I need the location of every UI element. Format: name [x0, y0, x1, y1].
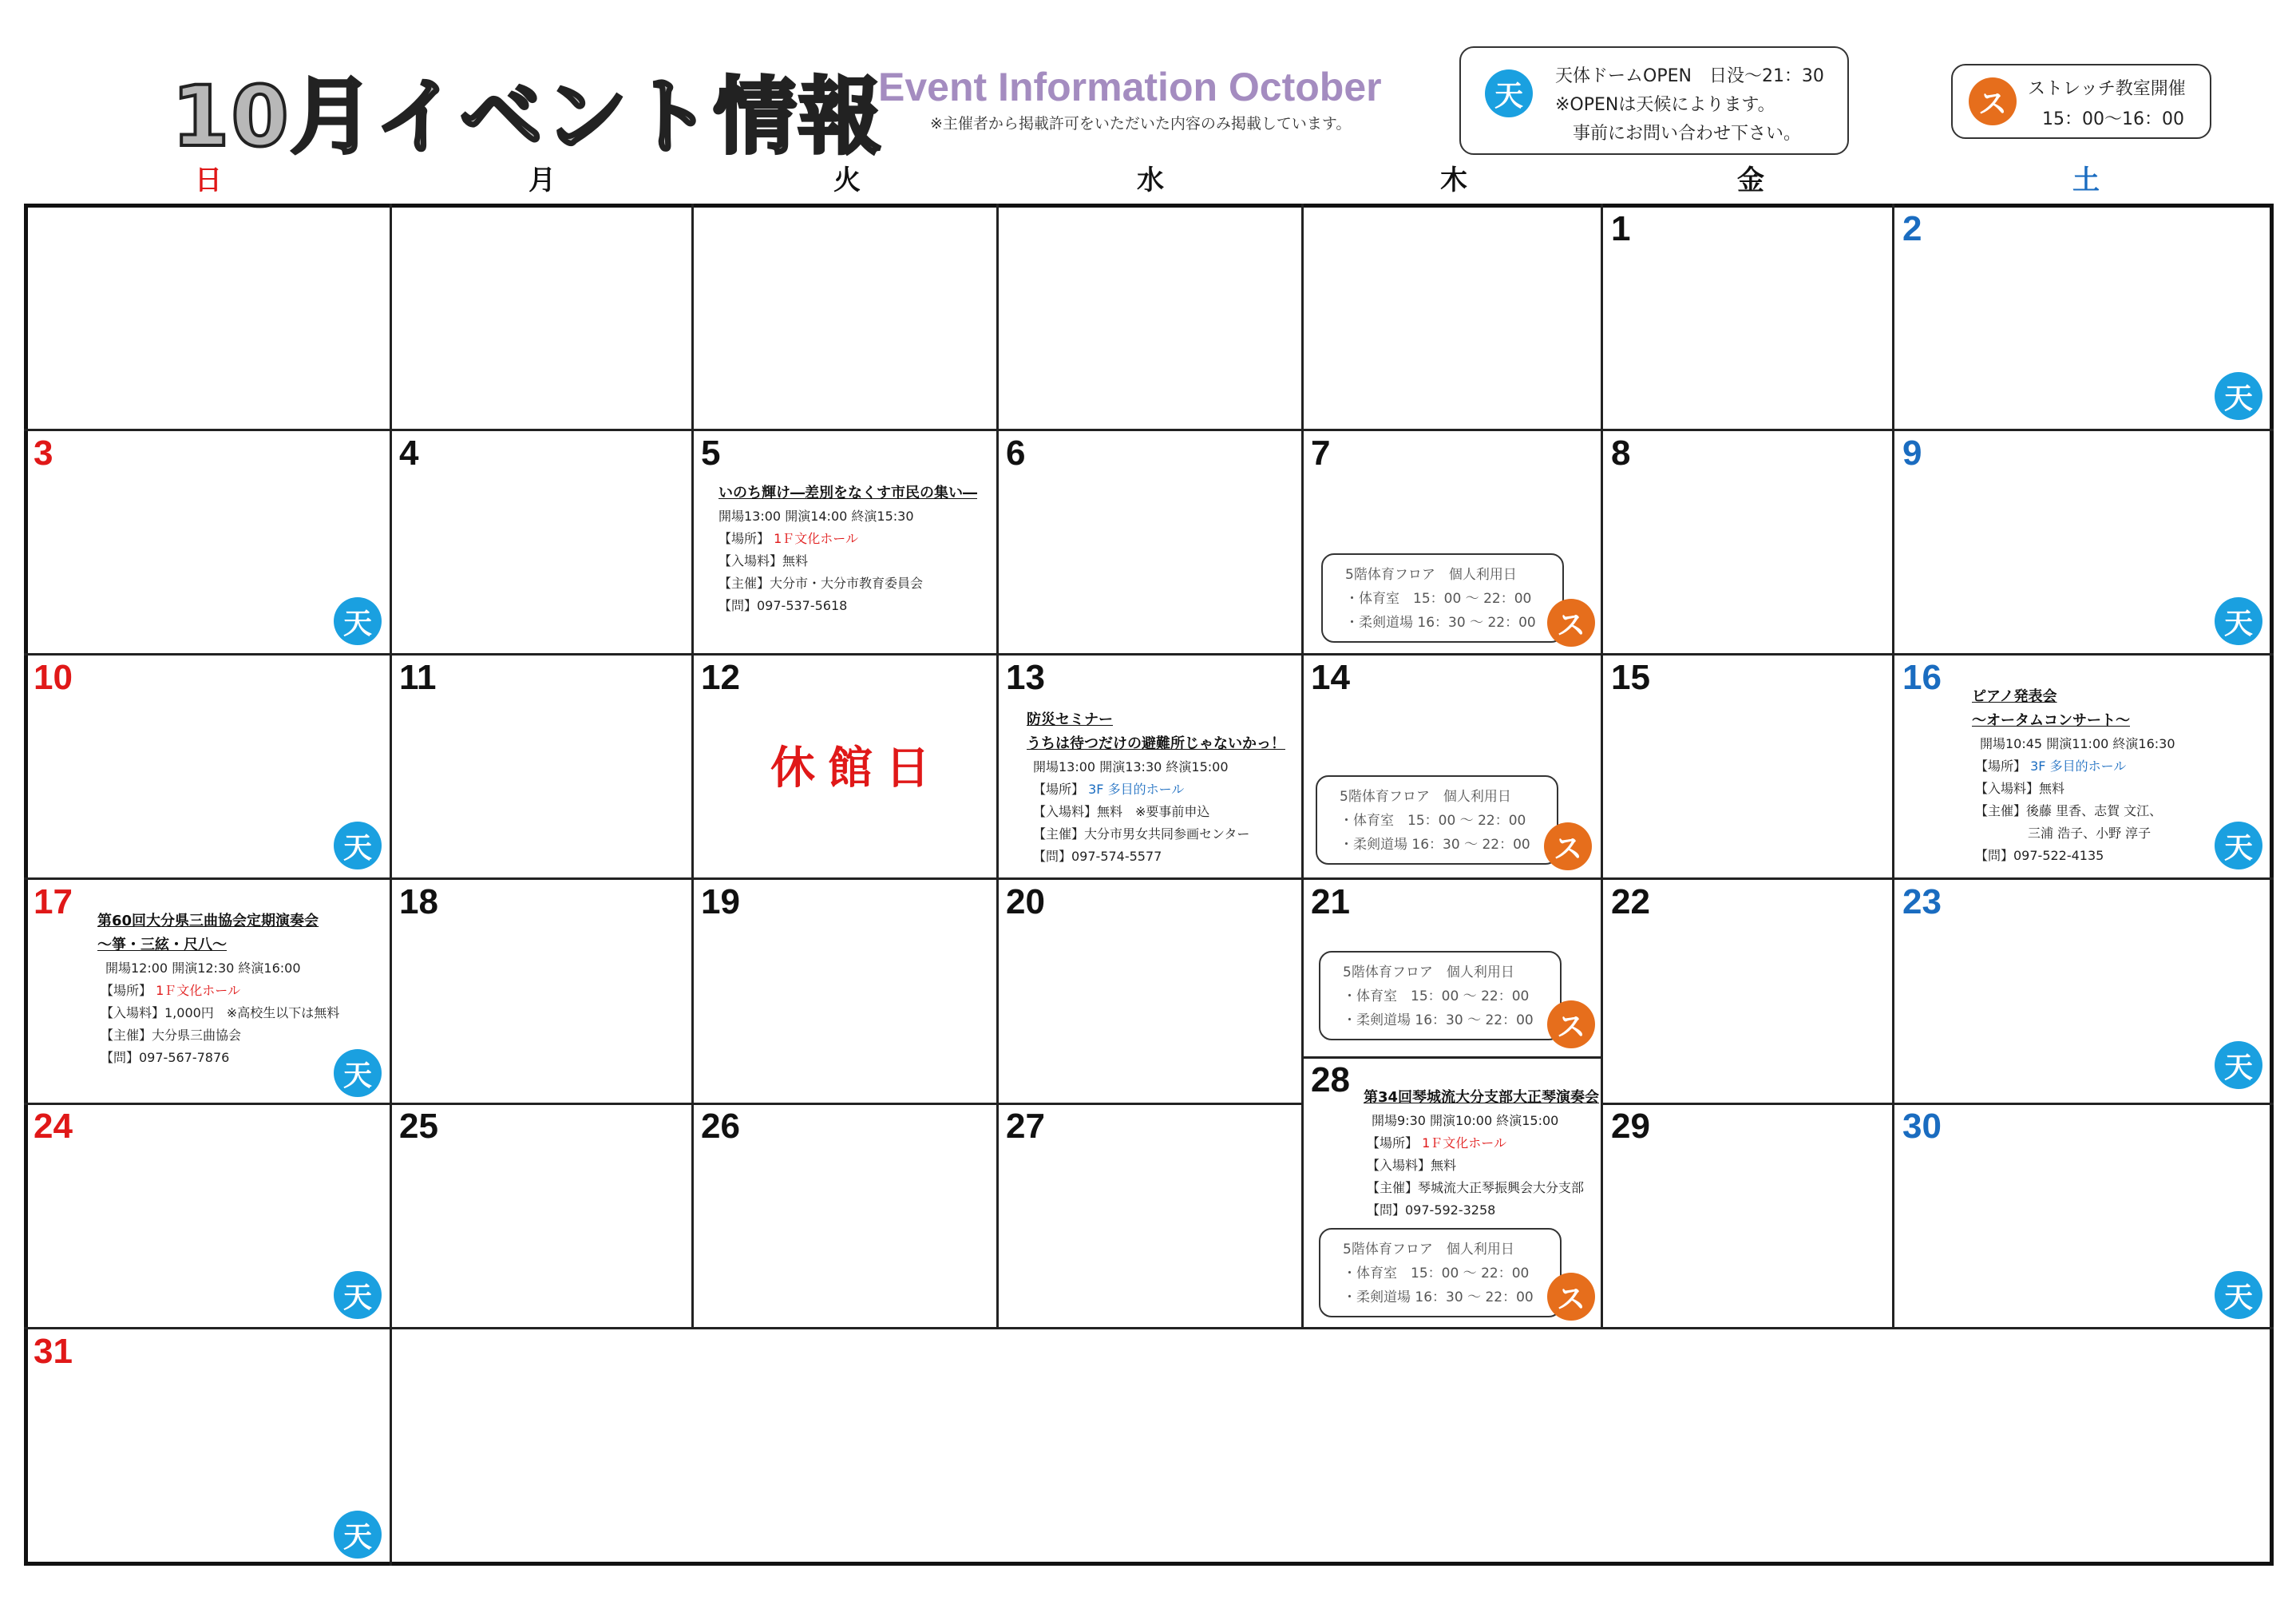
gym-line2: ・体育室 15：00 ～ 22：00	[1345, 591, 1532, 607]
day-21: 21	[1311, 882, 1350, 921]
event-13-contact: 【問】097-574-5577	[1033, 849, 1162, 864]
legend-stretch-line1: ストレッチ教室開催	[2028, 79, 2186, 99]
col-divider	[691, 204, 694, 1327]
day-27: 27	[1006, 1107, 1045, 1146]
gym-line1: 5階体育フロア 個人利用日	[1343, 964, 1514, 980]
legend-observatory-line1: 天体ドームOPEN 日没～21：30	[1555, 66, 1824, 86]
stretch-icon-day-28: ス	[1547, 1273, 1595, 1321]
event-17-contact: 【問】097-567-7876	[101, 1050, 230, 1065]
col-divider	[390, 204, 392, 1566]
english-title: Event Information October	[878, 65, 1382, 109]
event-5-contact: 【問】097-537-5618	[718, 598, 848, 613]
day-20: 20	[1006, 882, 1045, 921]
event-16-host2: 三浦 浩子、小野 淳子	[2028, 826, 2152, 841]
stretch-icon-day-7: ス	[1547, 599, 1595, 647]
day-7: 7	[1311, 434, 1331, 473]
day-11: 11	[399, 658, 437, 697]
row-divider	[24, 877, 2274, 880]
gym-box-28	[1319, 1228, 1562, 1317]
permission-note: ※主催者から掲載許可をいただいた内容のみ掲載しています。	[930, 115, 1352, 133]
stretch-icon-day-14: ス	[1544, 822, 1592, 870]
day-19: 19	[701, 882, 740, 921]
weekday-thu: 木	[1440, 164, 1467, 196]
legend-stretch	[1951, 64, 2211, 139]
event-5-fee: 【入場料】無料	[718, 553, 809, 568]
day-15: 15	[1611, 658, 1650, 697]
event-5-title: いのち輝け―差別をなくす市民の集い―	[718, 485, 977, 501]
weekday-sun: 日	[195, 164, 222, 196]
gym-line1: 5階体育フロア 個人利用日	[1345, 567, 1517, 583]
observatory-icon-day-24: 天	[334, 1271, 382, 1319]
day-8: 8	[1611, 434, 1631, 473]
day-3: 3	[34, 434, 53, 473]
observatory-icon-day-3: 天	[334, 597, 382, 645]
event-13-venue: 【場所】 3F 多目的ホール	[1033, 782, 1185, 797]
closed-day-label: 休館日	[770, 743, 943, 794]
event-16-contact: 【問】097-522-4135	[1975, 848, 2104, 863]
event-17-host: 【主催】大分県三曲協会	[101, 1028, 242, 1043]
day-2: 2	[1902, 209, 1922, 248]
weekday-sat: 土	[2072, 164, 2100, 196]
row-divider	[24, 429, 2274, 431]
observatory-icon-day-30: 天	[2215, 1271, 2262, 1319]
event-28-fee: 【入場料】無料	[1367, 1158, 1457, 1173]
gym-line1: 5階体育フロア 個人利用日	[1343, 1242, 1514, 1258]
day-9: 9	[1902, 434, 1922, 473]
day-30: 30	[1902, 1107, 1942, 1146]
col-divider	[996, 204, 999, 1327]
event-13-fee: 【入場料】無料 ※要事前申込	[1033, 804, 1210, 819]
event-17-venue: 【場所】 1Ｆ文化ホール	[101, 983, 240, 998]
observatory-icon: 天	[1485, 69, 1533, 117]
day-16: 16	[1902, 658, 1942, 697]
event-5-host: 【主催】大分市・大分市教育委員会	[718, 576, 924, 591]
gym-box-14	[1316, 775, 1558, 865]
day-1: 1	[1611, 209, 1631, 248]
day-14: 14	[1311, 658, 1350, 697]
legend-observatory	[1459, 46, 1849, 155]
day-22: 22	[1611, 882, 1650, 921]
day-31: 31	[34, 1332, 73, 1371]
day-12: 12	[701, 658, 740, 697]
weekday-tue: 火	[833, 164, 861, 196]
stretch-icon: ス	[1969, 77, 2017, 125]
day-13: 13	[1006, 658, 1045, 697]
event-16-title1: ピアノ発表会	[1972, 688, 2057, 705]
day-29: 29	[1611, 1107, 1650, 1146]
row-divider	[24, 1103, 1303, 1105]
gym-line3: ・柔剣道場 16：30 ～ 22：00	[1343, 1289, 1534, 1305]
col-divider	[1301, 204, 1304, 1327]
gym-line3: ・柔剣道場 16：30 ～ 22：00	[1340, 837, 1530, 853]
row-divider	[24, 1327, 2274, 1329]
cell-divider-21-28	[1303, 1056, 1601, 1059]
event-16-title2: ～オータムコンサート～	[1972, 712, 2130, 729]
gym-line2: ・体育室 15：00 ～ 22：00	[1343, 988, 1530, 1004]
observatory-icon-day-2: 天	[2215, 372, 2262, 420]
gym-box-7	[1321, 553, 1564, 643]
gym-line1: 5階体育フロア 個人利用日	[1340, 789, 1511, 805]
row-divider	[1601, 1103, 2274, 1105]
col-divider	[1892, 204, 1894, 1327]
event-5-time: 開場13:00 開演14:00 終演15:30	[718, 509, 914, 524]
day-10: 10	[34, 658, 73, 697]
page-title: 10月イベント情報	[172, 68, 883, 165]
event-5-venue: 【場所】 1Ｆ文化ホール	[718, 531, 858, 546]
day-24: 24	[34, 1107, 73, 1146]
observatory-icon-day-23: 天	[2215, 1041, 2262, 1089]
event-28-contact: 【問】097-592-3258	[1367, 1202, 1496, 1218]
weekday-wed: 水	[1137, 164, 1164, 196]
event-13-time: 開場13:00 開演13:30 終演15:00	[1033, 759, 1229, 774]
gym-line3: ・柔剣道場 16：30 ～ 22：00	[1345, 615, 1536, 631]
legend-observatory-line2: ※OPENは天候によります。	[1555, 95, 1775, 115]
event-28-host: 【主催】琴城流大正琴振興会大分支部	[1367, 1180, 1585, 1195]
event-17-title2: ～箏・三絃・尺八～	[97, 937, 227, 953]
gym-line2: ・体育室 15：00 ～ 22：00	[1343, 1266, 1530, 1281]
observatory-icon-day-31: 天	[334, 1511, 382, 1559]
event-17-fee: 【入場料】1,000円 ※高校生以下は無料	[101, 1005, 340, 1020]
day-5: 5	[701, 434, 721, 473]
event-17-time: 開場12:00 開演12:30 終演16:00	[105, 961, 301, 976]
col-divider	[1601, 204, 1603, 1327]
day-23: 23	[1902, 882, 1942, 921]
observatory-icon-day-9: 天	[2215, 597, 2262, 645]
event-16-venue: 【場所】 3F 多目的ホール	[1975, 759, 2127, 774]
day-6: 6	[1006, 434, 1026, 473]
row-divider	[24, 653, 2274, 656]
weekday-mon: 月	[528, 164, 556, 196]
event-17-title1: 第60回大分県三曲協会定期演奏会	[97, 913, 319, 929]
day-28: 28	[1311, 1060, 1350, 1099]
event-13-title1: 防災セミナー	[1027, 711, 1113, 728]
legend-stretch-line2: 15：00～16：00	[2042, 109, 2184, 129]
gym-line3: ・柔剣道場 16：30 ～ 22：00	[1343, 1012, 1534, 1028]
observatory-icon-day-10: 天	[334, 822, 382, 869]
gym-line2: ・体育室 15：00 ～ 22：00	[1340, 813, 1526, 829]
day-25: 25	[399, 1107, 438, 1146]
event-16-host1: 【主催】後藤 里香、志賀 文江、	[1975, 803, 2163, 818]
day-26: 26	[701, 1107, 740, 1146]
observatory-icon-day-17: 天	[334, 1049, 382, 1097]
event-28-time: 開場9:30 開演10:00 終演15:00	[1372, 1113, 1559, 1128]
event-16-time: 開場10:45 開演11:00 終演16:30	[1980, 736, 2175, 751]
event-16-fee: 【入場料】無料	[1975, 781, 2065, 796]
day-4: 4	[399, 434, 419, 473]
event-28-title: 第34回琴城流大分支部大正琴演奏会	[1364, 1089, 1600, 1106]
observatory-icon-day-16: 天	[2215, 822, 2262, 869]
legend-observatory-line3: 事前にお問い合わせ下さい。	[1573, 124, 1802, 144]
day-17: 17	[34, 882, 73, 921]
day-18: 18	[399, 882, 438, 921]
weekday-fri: 金	[1737, 164, 1764, 196]
event-13-title2: うちは待つだけの避難所じゃないかっ！	[1027, 735, 1285, 752]
stretch-icon-day-21: ス	[1547, 1000, 1595, 1048]
gym-box-21	[1319, 951, 1562, 1040]
event-28-venue: 【場所】 1Ｆ文化ホール	[1367, 1135, 1506, 1151]
event-13-host: 【主催】大分市男女共同参画センター	[1033, 826, 1250, 842]
